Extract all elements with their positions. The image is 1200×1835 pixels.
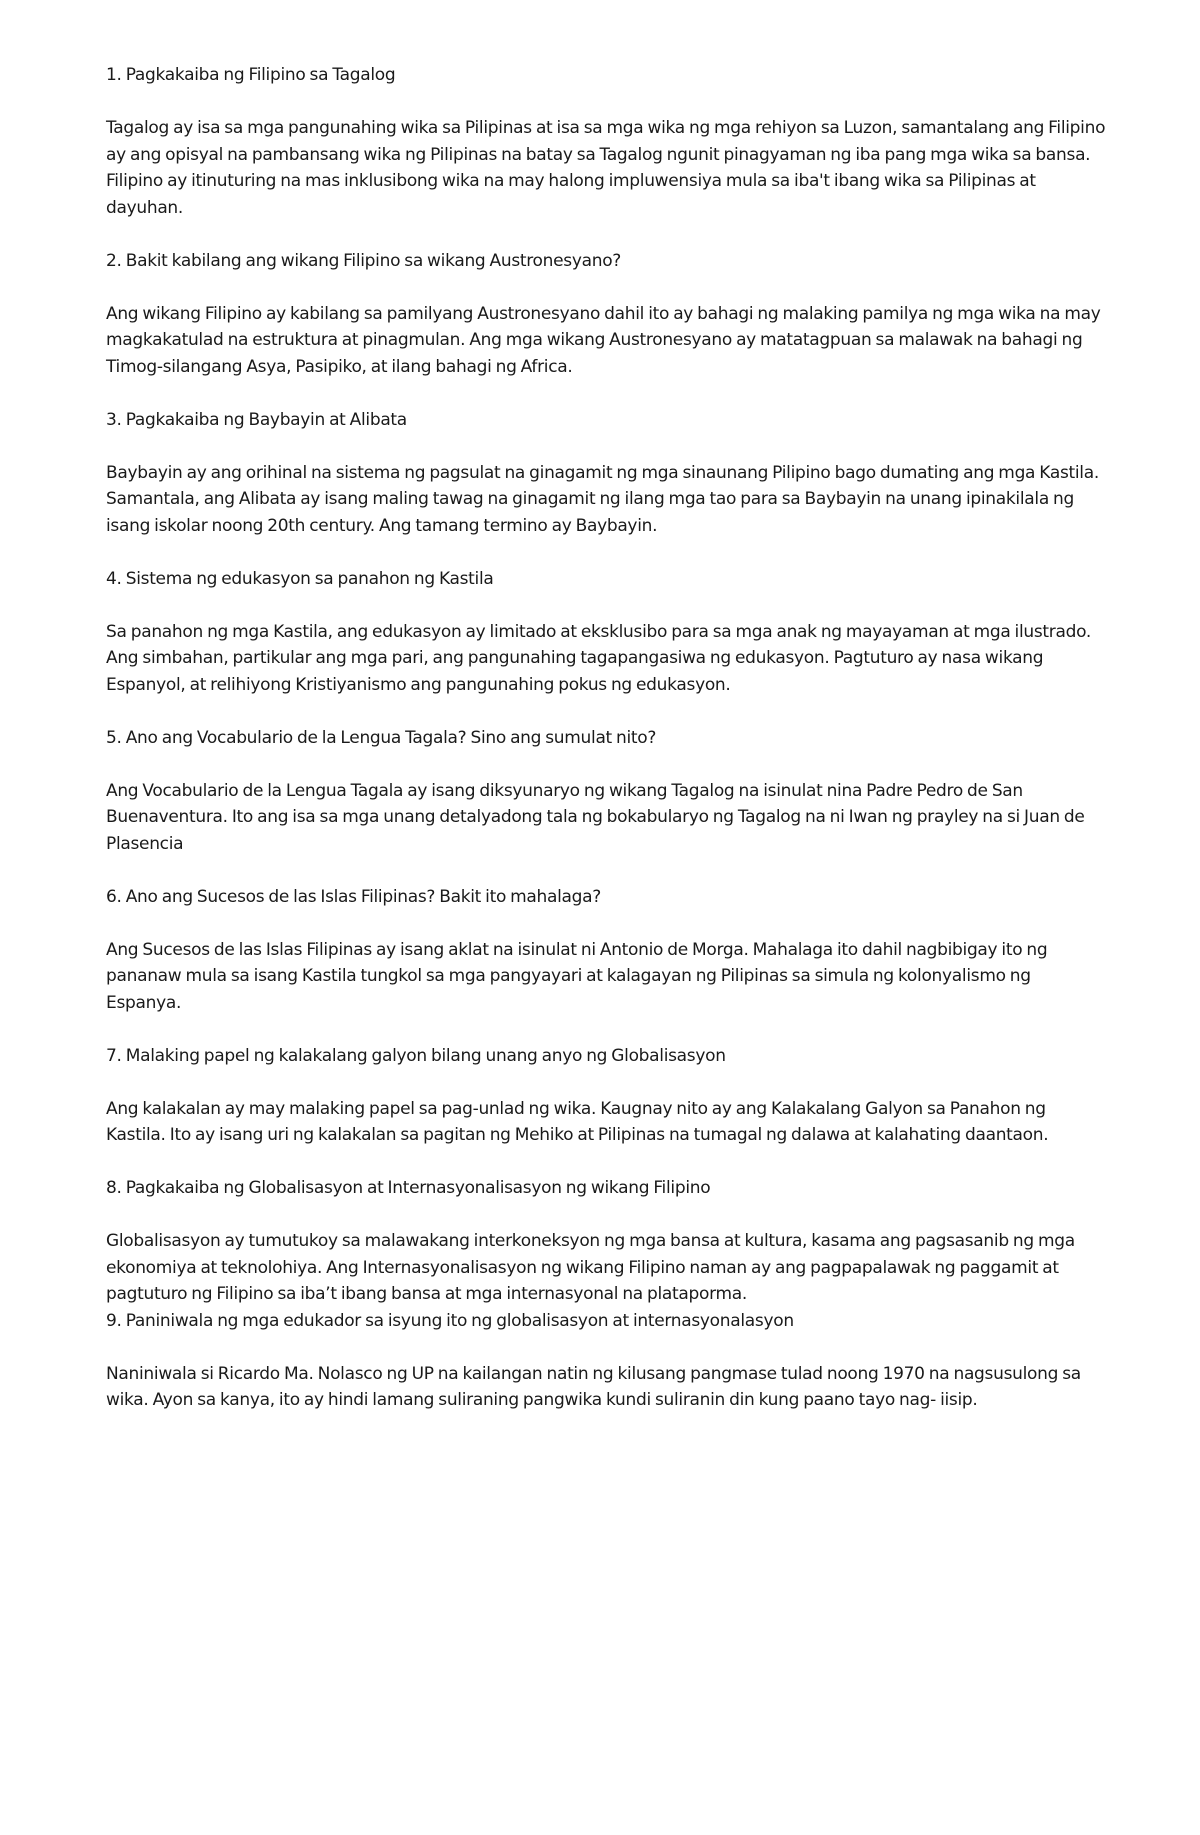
section-3-heading: 3. Pagkakaiba ng Baybayin at Alibata (106, 409, 407, 430)
paragraph-spacer (106, 910, 1106, 937)
paragraph-spacer (106, 539, 1106, 566)
section-1-heading: 1. Pagkakaiba ng Filipino sa Tagalog (106, 65, 396, 85)
section-2-answer: Ang wikang Filipino ay kabilang sa pamilyang Austronesyano dahil ito ay bahagi ng malaking pamilya ng mga wika na may magkakatulad na estruktura at pinagmulan. Ang mga wikang Austronesyano ay matatagpuan sa malawak na bahagi ng Timog-silangang Asya, Pasipiko, at ilang bahagi ng Africa. (106, 303, 1101, 377)
section-5-answer: Ang Vocabulario de la Lengua Tagala ay isang diksyunaryo ng wikang Tagalog na isinulat nina Padre Pedro de San Buenaventura. Ito ang isa sa mga unang detalyadong tala ng bokabularyo ng Tagalog na ni Iwan ng prayley na si Juan de Plasencia (106, 780, 1085, 854)
paragraph-spacer (106, 89, 1106, 116)
paragraph-spacer (106, 857, 1106, 884)
paragraph-spacer (106, 1016, 1106, 1043)
paragraph-spacer (106, 698, 1106, 725)
section-4-answer: Sa panahon ng mga Kastila, ang edukasyon ay limitado at eksklusibo para sa mga anak ng mayayaman at mga ilustrado. Ang simbahan, partikular ang mga pari, ang pangunahing tagapangasiwa ng edukasyon. Pagtuturo ay nasa wikang Espanyol, at relihiyong Kristiyanismo ang pangunahing pokus ng edukasyon. (106, 621, 1091, 695)
section-7-heading: 7. Malaking papel ng kalakalang galyon bilang unang anyo ng Globalisasyon (106, 1045, 726, 1066)
section-8-heading: 8. Pagkakaiba ng Globalisasyon at Internasyonalisasyon ng wikang Filipino (106, 1178, 711, 1198)
paragraph-spacer (106, 1334, 1106, 1361)
section-9-answer: Naniniwala si Ricardo Ma. Nolasco ng UP na kailangan natin ng kilusang pangmase tulad noong 1970 na nagsusulong sa wika. Ayon sa kanya, ito ay hindi lamang suliraning pangwika kundi suliranin din kung paano tayo nag- iisip. (106, 1363, 1081, 1410)
document-page (106, 62, 1106, 1414)
paragraph-spacer (106, 380, 1106, 407)
section-4-heading: 4. Sistema ng edukasyon sa panahon ng Kastila (106, 568, 494, 589)
paragraph-spacer (106, 1149, 1106, 1176)
paragraph-spacer (106, 751, 1106, 778)
section-6-heading: 6. Ano ang Sucesos de las Islas Filipinas? Bakit ito mahalaga? (106, 886, 601, 907)
section-9-heading: 9. Paniniwala ng mga edukador sa isyung ito ng globalisasyon at internasyonalasyon (106, 1310, 794, 1331)
section-1-answer: Tagalog ay isa sa mga pangunahing wika sa Pilipinas at isa sa mga wika ng mga rehiyon sa Luzon, samantalang ang Filipino ay ang opisyal na pambansang wika ng Pilipinas na batay sa Tagalog ngunit pinagyaman ng iba pang mga wika sa bansa. Filipino ay itinuturing na mas inklusibong wika na may halong impluwensiya mula sa iba't ibang wika sa Pilipinas at dayuhan. (106, 118, 1106, 218)
paragraph-spacer (106, 1069, 1106, 1096)
section-7-answer: Ang kalakalan ay may malaking papel sa pag-unlad ng wika. Kaugnay nito ay ang Kalakalang Galyon sa Panahon ng Kastila. Ito ay isang uri ng kalakalan sa pagitan ng Mehiko at Pilipinas na tumagal ng dalawa at kalahating daantaon. (106, 1098, 1049, 1145)
section-3-answer: Baybayin ay ang orihinal na sistema ng pagsulat na ginagamit ng mga sinaunang Pilipino bago dumating ang mga Kastila. Samantala, ang Alibata ay isang maling tawag na ginagamit ng ilang mga tao para sa Baybayin na unang ipinakilala ng isang iskolar noong 20th century. Ang tamang termino ay Baybayin. (106, 462, 1099, 536)
section-8-answer: Globalisasyon ay tumutukoy sa malawakang interkoneksyon ng mga bansa at kultura, kasama ang pagsasanib ng mga ekonomiya at teknolohiya. Ang Internasyonalisasyon ng wikang Filipino naman ay ang pagpapalawak ng paggamit at pagtuturo ng Filipino sa iba’t ibang bansa at mga internasyonal na plataporma. (106, 1231, 1075, 1304)
paragraph-spacer (106, 433, 1106, 460)
paragraph-spacer (106, 221, 1106, 248)
section-5-heading: 5. Ano ang Vocabulario de la Lengua Tagala? Sino ang sumulat nito? (106, 727, 657, 748)
section-6-answer: Ang Sucesos de las Islas Filipinas ay isang aklat na isinulat ni Antonio de Morga. Mahalaga ito dahil nagbibigay ito ng pananaw mula sa isang Kastila tungkol sa mga pangyayari at kalagayan ng Pilipinas sa simula ng kolonyalismo ng Espanya. (106, 939, 1048, 1013)
paragraph-spacer (106, 274, 1106, 301)
paragraph-spacer (106, 592, 1106, 619)
section-2-heading: 2. Bakit kabilang ang wikang Filipino sa wikang Austronesyano? (106, 250, 622, 271)
paragraph-spacer (106, 1202, 1106, 1229)
